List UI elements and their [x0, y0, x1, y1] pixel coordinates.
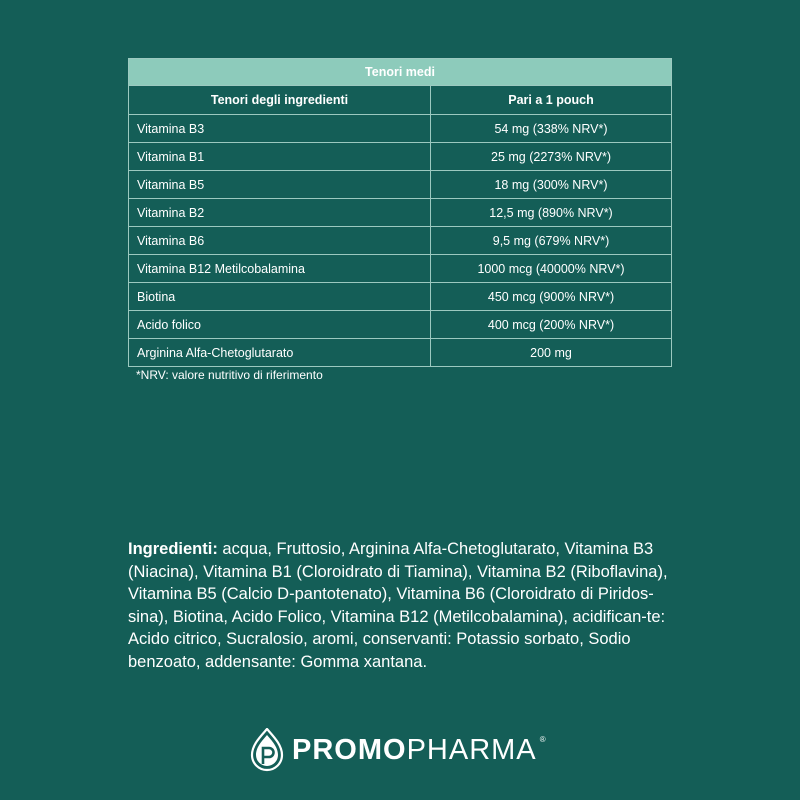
- column-header-per-pouch: Pari a 1 pouch: [431, 86, 672, 115]
- ingredients-text: acqua, Fruttosio, Arginina Alfa-Chetoglutarato, Vitamina B3 (Niacina), Vitamina B1 (Cloroidrato di Tiamina), Vitamina B2 (Riboflavina), Vitamina B5 (Calcio D-pantotenato), Vitamina B6 (Cloroidrato di Piridos-sina), Biotina, Acido Folico, Vitamina B12 (Metilcobalamina), acidifican-te: Acido citrico, Sucralosio, aromi, conservanti: Potassio sorbato, Sodio benzoato, addensante: Gomma xantana.: [128, 540, 668, 671]
- table-row: [129, 115, 672, 143]
- column-header-ingredients: Tenori degli ingredienti: [129, 86, 431, 115]
- ingredient-amount: 12,5 mg (890% NRV*): [431, 199, 672, 227]
- ingredient-amount: 54 mg (338% NRV*): [431, 115, 672, 143]
- brand-name-part1: PROMO: [292, 733, 407, 766]
- table-caption-row: [129, 59, 672, 86]
- registered-mark: ®: [539, 734, 547, 744]
- ingredient-amount: 9,5 mg (679% NRV*): [431, 227, 672, 255]
- ingredient-amount: 400 mcg (200% NRV*): [431, 311, 672, 339]
- ingredient-name: Vitamina B2: [129, 199, 431, 227]
- ingredient-amount: 25 mg (2273% NRV*): [431, 143, 672, 171]
- ingredient-amount: 18 mg (300% NRV*): [431, 171, 672, 199]
- table-header-row: [129, 86, 672, 115]
- brand-name-part2: PHARMA: [406, 733, 537, 766]
- table-row: [129, 143, 672, 171]
- ingredient-name: Vitamina B3: [129, 115, 431, 143]
- table-caption: Tenori medi: [129, 59, 672, 86]
- ingredients-label: Ingredienti:: [128, 540, 218, 558]
- ingredient-name: Vitamina B5: [129, 171, 431, 199]
- drop-p-logo-icon: [250, 728, 284, 772]
- ingredient-name: Vitamina B12 Metilcobalamina: [129, 255, 431, 283]
- table-row: [129, 199, 672, 227]
- table-row: [129, 283, 672, 311]
- ingredient-name: Vitamina B6: [129, 227, 431, 255]
- nutrition-table: [128, 58, 672, 367]
- ingredient-amount: 450 mcg (900% NRV*): [431, 283, 672, 311]
- brand-logo: [250, 728, 547, 772]
- table-row: [129, 255, 672, 283]
- ingredient-name: Biotina: [129, 283, 431, 311]
- ingredient-amount: 1000 mcg (40000% NRV*): [431, 255, 672, 283]
- ingredients-paragraph: [128, 538, 676, 673]
- table-row: [129, 227, 672, 255]
- table-row: [129, 311, 672, 339]
- ingredient-name: Arginina Alfa-Chetoglutarato: [129, 339, 431, 367]
- ingredient-name: Acido folico: [129, 311, 431, 339]
- table-row: [129, 171, 672, 199]
- brand-wordmark: [292, 733, 547, 767]
- ingredient-amount: 200 mg: [431, 339, 672, 367]
- ingredient-name: Vitamina B1: [129, 143, 431, 171]
- nrv-footnote: *NRV: valore nutritivo di riferimento: [136, 368, 323, 382]
- table-row: [129, 339, 672, 367]
